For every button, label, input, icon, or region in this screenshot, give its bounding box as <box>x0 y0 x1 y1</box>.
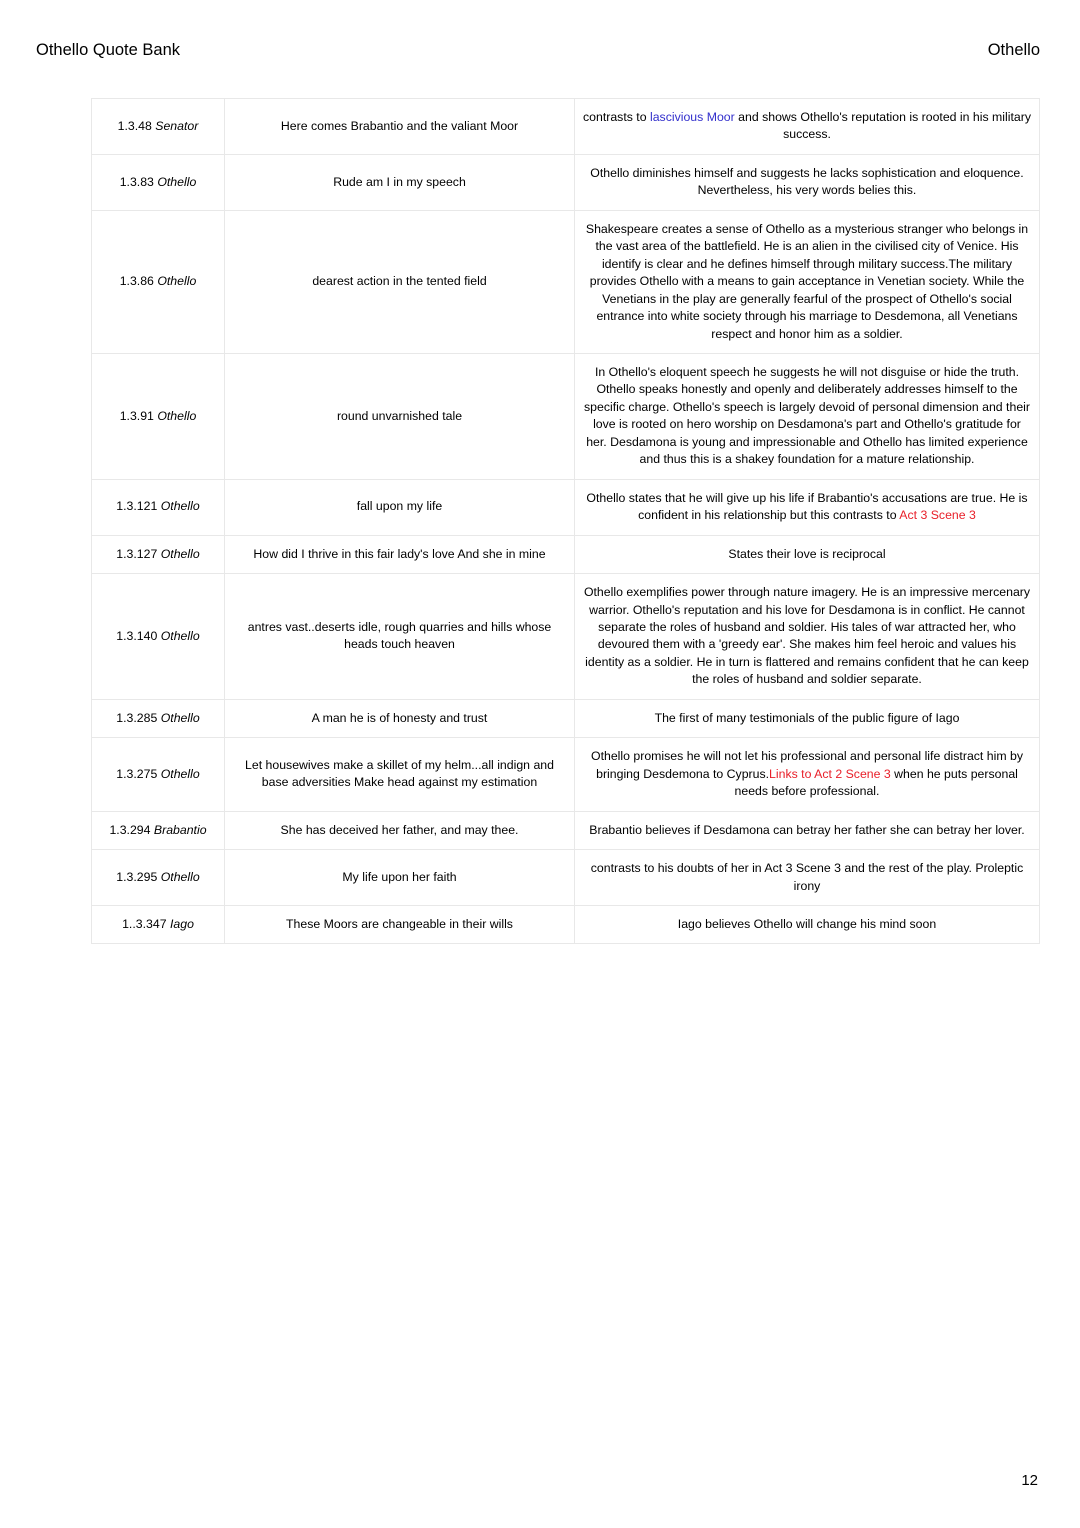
table-row <box>92 811 1040 849</box>
analysis-blue-reference: lascivious Moor <box>649 110 735 124</box>
table-row <box>92 154 1040 210</box>
quote-reference-number: 1.3.86 <box>119 274 154 289</box>
table-row <box>92 210 1040 353</box>
table-row <box>92 574 1040 700</box>
analysis-text: Othello states that he will give up his life if Brabantio's accusations are true. He is confident in his relationship but this contrasts to <box>586 490 1028 523</box>
quote-reference-cell <box>92 353 225 479</box>
quote-analysis-cell <box>575 811 1040 849</box>
quote-speaker: Othello <box>157 408 197 423</box>
quote-reference-cell <box>92 699 225 737</box>
quote-reference-number: 1.3.127 <box>116 546 158 561</box>
quote-text-cell: dearest action in the tented field <box>225 210 575 353</box>
quote-reference-number: 1.3.91 <box>119 408 154 423</box>
table-row <box>92 850 1040 906</box>
quote-reference-cell <box>92 479 225 535</box>
analysis-text: Iago believes Othello will change his mind soon <box>677 916 937 931</box>
page-number: 12 <box>1021 1472 1038 1489</box>
table-row <box>92 905 1040 943</box>
quote-reference-number: 1.3.295 <box>116 869 158 884</box>
quote-analysis-cell <box>575 535 1040 573</box>
quote-text-cell: These Moors are changeable in their wills <box>225 905 575 943</box>
quote-analysis-cell <box>575 154 1040 210</box>
quote-text-cell: round unvarnished tale <box>225 353 575 479</box>
quote-reference-number: 1.3.48 <box>117 118 152 133</box>
analysis-text: contrasts to <box>583 110 650 124</box>
analysis-text: and shows Othello's reputation is rooted in his military success. <box>734 110 1031 142</box>
quote-reference-cell <box>92 210 225 353</box>
quote-analysis-cell <box>575 210 1040 353</box>
table-row <box>92 699 1040 737</box>
analysis-text: Othello diminishes himself and suggests he lacks sophistication and eloquence. Nevertheless, his very words belies this. <box>590 165 1024 198</box>
quote-text-cell: How did I thrive in this fair lady's love And she in mine <box>225 535 575 573</box>
quote-reference-cell <box>92 905 225 943</box>
table-row <box>92 99 1040 155</box>
analysis-text: Othello promises he will not let his professional and personal life distract him by bringing Desdemona to Cyprus. <box>591 749 1023 781</box>
quote-reference-cell <box>92 811 225 849</box>
quote-text-cell: A man he is of honesty and trust <box>225 699 575 737</box>
quote-speaker: Othello <box>160 499 200 514</box>
quote-reference-number: 1.3.121 <box>116 499 158 514</box>
quote-speaker: Othello <box>160 766 200 781</box>
analysis-text: Othello exemplifies power through nature imagery. He is an impressive mercenary warrior. Othello's reputation and his love for Desdamona is in conflict. He cannot separate the roles of husband and soldier. His tales of war attracted her, who devoured them with a 'greedy ear'. She makes him feel heroic and values his identity as a soldier. He in turn is flattered and remains confident that he can keep the roles of husband and soldier separate. <box>583 585 1031 687</box>
quote-text-cell: She has deceived her father, and may thee. <box>225 811 575 849</box>
quote-bank-table <box>91 98 1040 944</box>
quote-reference-cell <box>92 99 225 155</box>
analysis-red-link: Act 3 Scene 3 <box>899 508 976 523</box>
quote-speaker: Iago <box>169 916 194 931</box>
quote-speaker: Othello <box>160 628 200 643</box>
table-row <box>92 535 1040 573</box>
analysis-text: Brabantio believes if Desdamona can betray her father she can betray her lover. <box>589 822 1025 837</box>
quote-speaker: Othello <box>157 174 197 189</box>
quote-analysis-cell <box>575 905 1040 943</box>
analysis-text: In Othello's eloquent speech he suggests he will not disguise or hide the truth. Othello speaks honestly and openly and deliberately addresses himself to the specific charge. Othello's speech is largely devoid of personal dimension and their love is rooted on hero worship on Desdamona's part and Othello's gratitude for her. Desdamona is young and impressionable and Othello has limited experience and thus this is a shakey foundation for a mature relationship. <box>584 364 1030 467</box>
quote-reference-cell <box>92 154 225 210</box>
quote-speaker: Othello <box>160 869 200 884</box>
analysis-text: when he puts personal needs before professional. <box>734 766 1018 799</box>
quote-reference-cell <box>92 738 225 811</box>
table-row <box>92 353 1040 479</box>
quote-reference-number: 1.3.83 <box>119 174 154 189</box>
quote-analysis-cell <box>575 99 1040 155</box>
quote-text-cell: Let housewives make a skillet of my helm...all indign and base adversities Make head against my estimation <box>225 738 575 811</box>
analysis-text: The first of many testimonials of the public figure of Iago <box>654 710 960 725</box>
quote-speaker: Senator <box>155 118 199 133</box>
table-row <box>92 738 1040 811</box>
quote-reference-cell <box>92 850 225 906</box>
analysis-text: States their love is reciprocal <box>728 546 886 561</box>
analysis-red-link: Links to Act 2 Scene 3 <box>769 766 891 781</box>
quote-text-cell: My life upon her faith <box>225 850 575 906</box>
quote-text-cell: fall upon my life <box>225 479 575 535</box>
quote-table-body <box>92 99 1040 944</box>
analysis-text: contrasts to his doubts of her in Act 3 Scene 3 and the rest of the play. Proleptic irony <box>590 861 1024 893</box>
quote-speaker: Brabantio <box>153 822 207 837</box>
play-name-label: Othello <box>987 40 1040 59</box>
quote-analysis-cell <box>575 479 1040 535</box>
quote-text-cell: antres vast..deserts idle, rough quarries and hills whose heads touch heaven <box>225 574 575 700</box>
quote-reference-number: 1.3.285 <box>116 710 158 725</box>
quote-text-cell: Rude am I in my speech <box>225 154 575 210</box>
quote-speaker: Othello <box>157 274 197 289</box>
quote-reference-number: 1.3.140 <box>116 628 158 643</box>
quote-reference-cell <box>92 574 225 700</box>
quote-analysis-cell <box>575 353 1040 479</box>
page-header <box>36 36 1040 64</box>
quote-analysis-cell <box>575 574 1040 700</box>
document-title: Othello Quote Bank <box>36 40 181 59</box>
quote-analysis-cell <box>575 850 1040 906</box>
quote-analysis-cell <box>575 699 1040 737</box>
analysis-text: Shakespeare creates a sense of Othello as a mysterious stranger who belongs in the vast area of the battlefield. He is an alien in the civilised city of Venice. His identify is clear and he defines himself through military success.The military provides Othello with a means to gain acceptance in Venetian society. While the Venetians in the play are generally fearful of the prospect of Othello's social entrance into white society through his marriage to Desdemona, all Venetians respect and honor him as a soldier. <box>585 221 1029 341</box>
quote-text-cell: Here comes Brabantio and the valiant Moor <box>225 99 575 155</box>
table-row <box>92 479 1040 535</box>
quote-speaker: Othello <box>160 710 200 725</box>
quote-reference-cell <box>92 535 225 573</box>
quote-analysis-cell <box>575 738 1040 811</box>
quote-reference-number: 1..3.347 <box>122 916 167 931</box>
quote-speaker: Othello <box>160 546 200 561</box>
quote-reference-number: 1.3.294 <box>109 822 151 837</box>
quote-reference-number: 1.3.275 <box>116 766 158 781</box>
